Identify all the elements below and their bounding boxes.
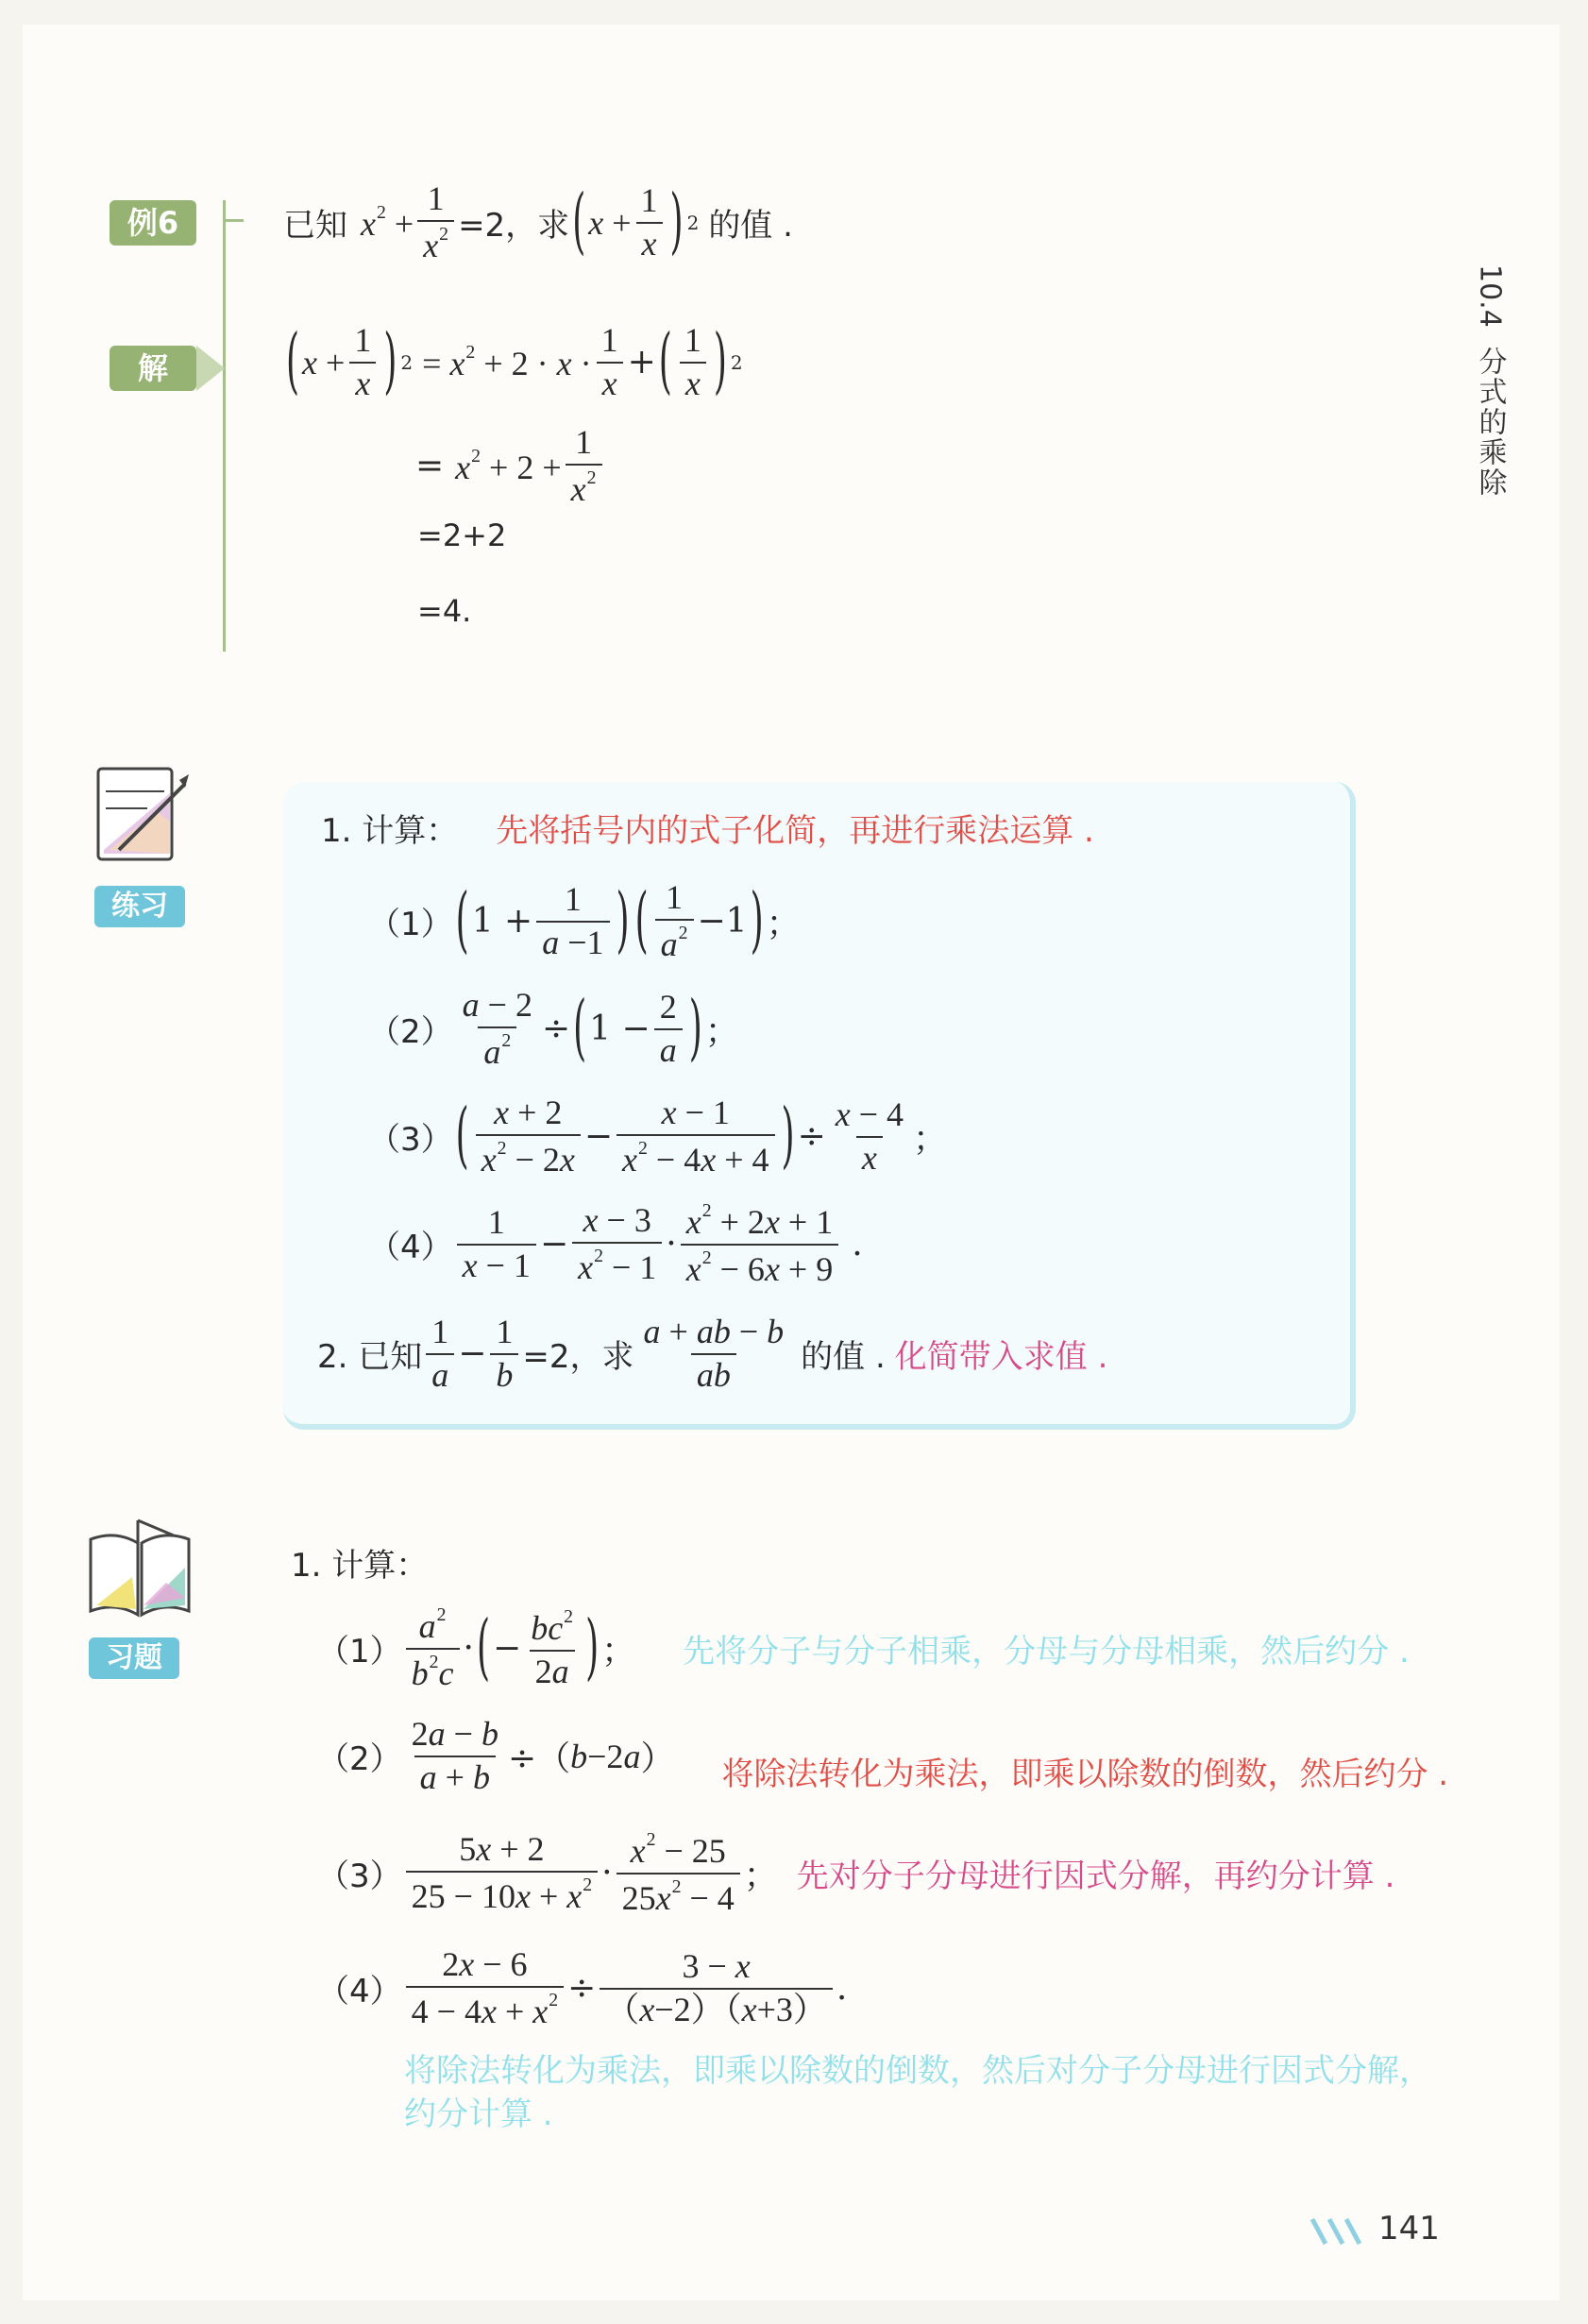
exercise-item-2: （2） $\frac{2a - b}{a + b}$ ÷（ b−2a ） 将除法转化为乘法，即乘以除数的倒数，然后约分 . [317,1715,1449,1796]
section-title: 分式的乘除 [1473,346,1507,498]
practice-item-4: （4） $\frac{1}{x - 1}$ − $\frac{x - 3}{x^2 - 1}$ · $\frac{x^2 + 2x + 1}{x^2 - 6x + 9}$ . [368,1200,863,1288]
solution-label: 解 [110,346,196,391]
example-divider-line [223,200,226,652]
solution-arrow [196,346,225,391]
example-label: 例6 [110,200,196,246]
practice-q2-hint: 化简带入求值 . [894,1338,1108,1377]
section-header [1473,264,1520,498]
exercise-hint-3: 先对分子分母进行因式分解，再约分计算 . [796,1858,1395,1896]
practice-item-3: （3） ( $\frac{x + 2}{x^2 - 2x}$ − $\frac{x - 1}{x^2 - 4x + 4}$ ) ÷ $\frac{x - 4}{x}$ ； [368,1094,948,1179]
practice-item-1: （1） ( 1 + $\frac{1}{a -1}$ ) ( $\frac{1}{a^2}$ −1 ) ； [368,878,801,963]
solution-step-4: =4. [417,593,472,629]
exercises-book-icon [83,1511,196,1624]
solution-step-1: ( x + $\frac{1}{x}$ ) 2 = $x^2 + 2 \cdot x$ · $\frac{1}{x}$ + ( $\frac{1}{x}$ ) 2 [286,321,743,403]
practice-q1: 1. 计算： 先将括号内的式子化简，再进行乘法运算 . [321,805,1094,851]
exercise-hint-2: 将除法转化为乘法，即乘以除数的倒数，然后约分 . [721,1756,1449,1794]
practice-q2: 2. 已知 $\frac{1}{a}$ − $\frac{1}{b}$ =2，求 $\frac{a + ab - b}{ab}$ 的值 . 化简带入求值 . [317,1313,1108,1394]
solution-step-2: = $x^2 + 2$ + $\frac{1}{x^2}$ [415,425,606,507]
section-number: 10.4 [1473,264,1507,328]
exercise-item-4: （4） $\frac{2x - 6}{4 - 4x + x^2}$ ÷ $\frac{3 - x}{(x-2)(x+3)}$ . [317,1945,848,2030]
page-number: 141 [1378,2210,1440,2248]
example-question: 已知 $x^2$ + $\frac{1}{x^2}$ =2，求 ( x + $\frac{1}{x}$ ) 2 的值 . [283,179,793,264]
practice-notebook-icon [91,755,194,869]
page-stripes-icon [1309,2215,1375,2248]
practice-q1-hint: 先将括号内的式子化简，再进行乘法运算 . [496,812,1094,850]
solution-step-3: =2+2 [417,517,507,553]
exercise-item-3: （3） $\frac{5x + 2}{25 - 10x + x^2}$ · $\frac{x^2 - 25}{25x^2 - 4}$ ； 先对分子分母进行因式分解，再约分计算 . [317,1829,1395,1917]
practice-item-2: （2） $\frac{a - 2}{a^2}$ ÷ ( 1 − $\frac{2}{a}$ ) ； [368,986,739,1071]
practice-tag: 练习 [94,886,185,927]
exercise-hint-1: 先将分子与分子相乘，分母与分母相乘，然后约分 . [683,1633,1410,1671]
exercise-hint-4: 将除法转化为乘法，即乘以除数的倒数，然后对分子分母进行因式分解， 约分计算 . [404,2052,1431,2133]
exercise-item-1: （1） $\frac{a^2}{b^2c}$ · ( − $\frac{bc^2}{2a}$ ) ； 先将分子与分子相乘，分母与分母相乘，然后约分 . [317,1604,1410,1692]
exercises-tag: 习题 [89,1637,179,1679]
exercises-q1: 1. 计算： [291,1547,429,1585]
